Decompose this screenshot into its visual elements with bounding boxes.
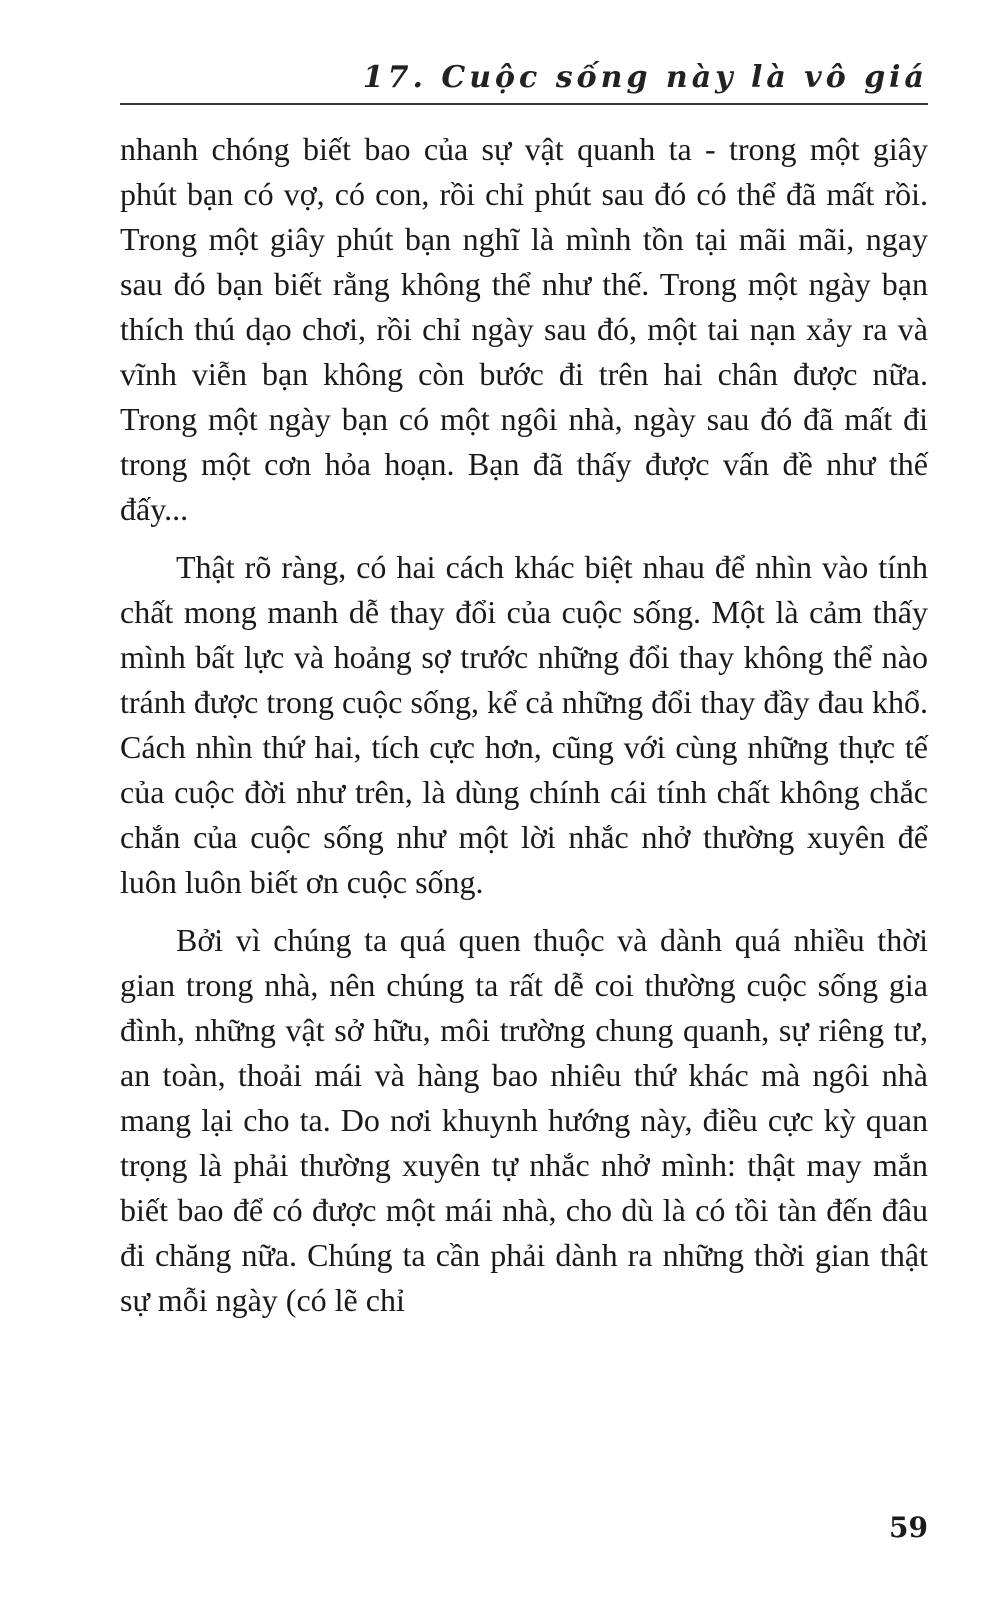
paragraph-spacer — [120, 532, 928, 545]
body-text — [120, 127, 928, 1323]
paragraph-continuation: nhanh chóng biết bao của sự vật quanh ta - trong một giây phút bạn có vợ, có con, rồi chỉ phút sau đó có thể đã mất rồi. Trong một giây phút bạn nghĩ là mình tồn tại mãi mãi, ngay sau đó bạn biết rằng không thể như thế. Trong một ngày bạn thích thú dạo chơi, rồi chỉ ngày sau đó, một tai nạn xảy ra và vĩnh viễn bạn không còn bước đi trên hai chân được nữa. Trong một ngày bạn có một ngôi nhà, ngày sau đó đã mất đi trong một cơn hỏa hoạn. Bạn đã thấy được vấn đề như thế đấy... — [120, 131, 928, 527]
header-divider — [120, 103, 928, 105]
paragraph-home: Bởi vì chúng ta quá quen thuộc và dành quá nhiều thời gian trong nhà, nên chúng ta rất dễ coi thường cuộc sống gia đình, những vật sở hữu, môi trường chung quanh, sự riêng tư, an toàn, thoải mái và hàng bao nhiêu thứ khác mà ngôi nhà mang lại cho ta. Do nơi khuynh hướng này, điều cực kỳ quan trọng là phải thường xuyên tự nhắc nhở mình: thật may mắn biết bao để có được một mái nhà, cho dù là có tồi tàn đến đâu đi chăng nữa. Chúng ta cần phải dành ra những thời gian thật sự mỗi ngày (có lẽ chỉ — [120, 922, 928, 1318]
paragraph-two-views: Thật rõ ràng, có hai cách khác biệt nhau để nhìn vào tính chất mong manh dễ thay đổi của cuộc sống. Một là cảm thấy mình bất lực và hoảng sợ trước những đổi thay không thể nào tránh được trong cuộc sống, kể cả những đổi thay đầy đau khổ. Cách nhìn thứ hai, tích cực hơn, cũng với cùng những thực tế của cuộc đời như trên, là dùng chính cái tính chất không chắc chắn của cuộc sống như một lời nhắc nhở thường xuyên để luôn luôn biết ơn cuộc sống. — [120, 549, 928, 900]
paragraph-spacer — [120, 905, 928, 918]
page-number: 59 — [889, 1511, 928, 1544]
chapter-running-header: 17. Cuộc sống này là vô giá — [362, 60, 928, 95]
